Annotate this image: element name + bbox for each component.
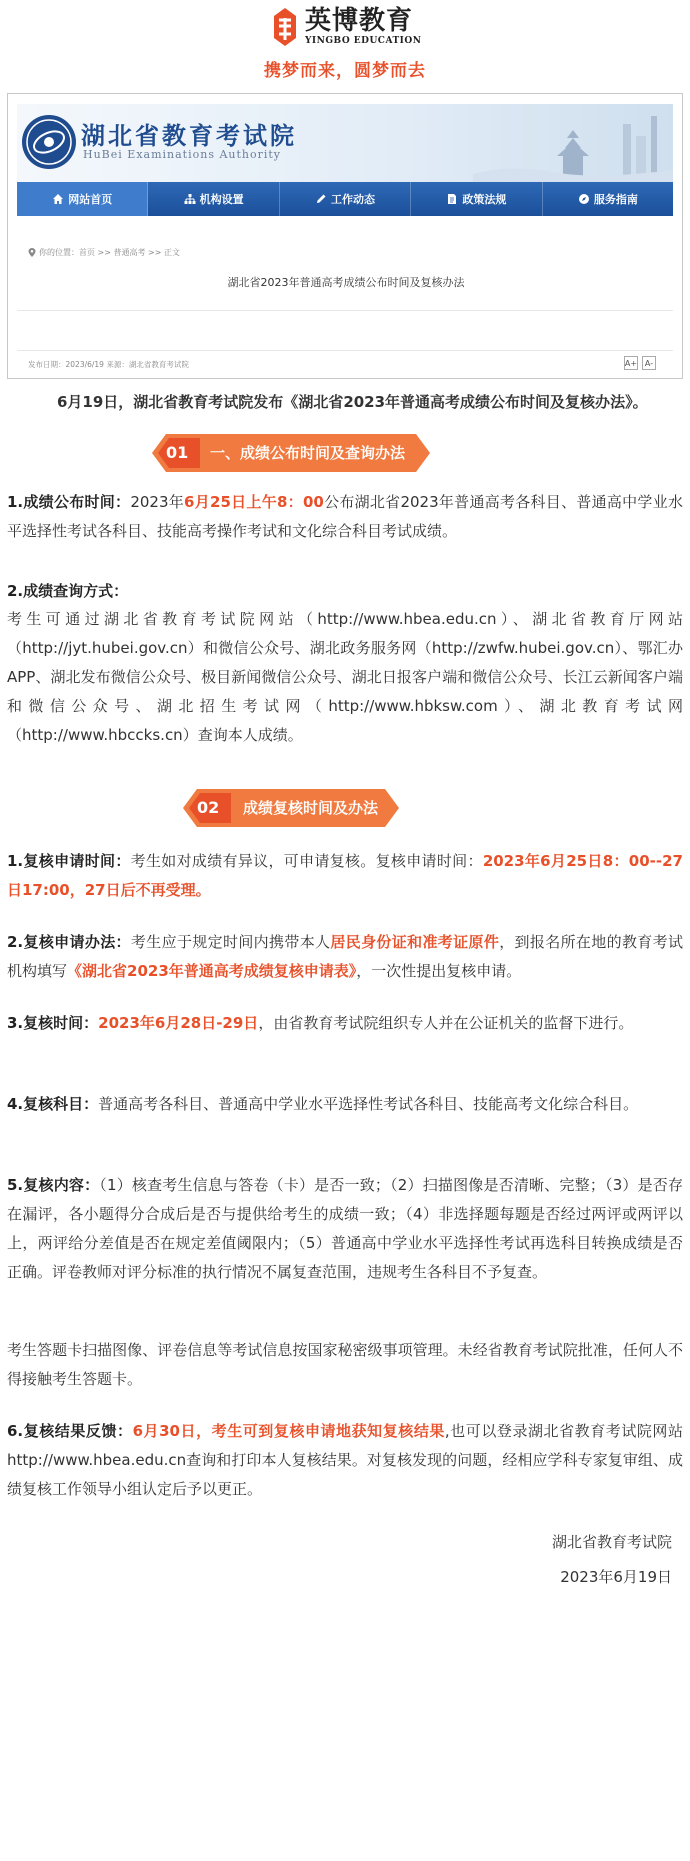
site-name-cn: 湖北省教育考试院 (81, 121, 297, 150)
s1-item-2-title: 2.成绩查询方式： (7, 582, 129, 600)
divider (17, 350, 673, 351)
item-title: 5.复核内容： (7, 1176, 100, 1194)
item-highlight: 2023年6月28日-29日 (98, 1014, 259, 1032)
item-text: 考生如对成绩有异议，可申请复核。复核申请时间： (130, 852, 483, 870)
signature-date: 2023年6月19日 (560, 1568, 672, 1586)
s2-item-1 (7, 847, 683, 905)
s1-item-1 (7, 488, 683, 546)
nav-label: 服务指南 (593, 193, 638, 206)
nav-label: 网站首页 (68, 193, 113, 206)
site-emblem-icon (19, 112, 79, 172)
breadcrumb (28, 247, 180, 258)
brand-header (0, 6, 690, 52)
document-icon (446, 193, 458, 205)
article-title: 湖北省2023年普通高考成绩公布时间及复核办法 (227, 276, 465, 289)
home-icon (52, 193, 64, 205)
item-highlight: 6月30日，考生可到复核申请地获知复核结果 (132, 1422, 445, 1440)
brand-slogan: 携梦而来，圆梦而去 (264, 61, 426, 81)
compass-icon (578, 193, 590, 205)
site-name-en: HuBei Examinations Authority (83, 148, 282, 161)
skyline-illustration-icon (473, 104, 673, 182)
s2-item-3 (7, 1009, 683, 1038)
section-label: 成绩复核时间及办法 (243, 799, 379, 817)
item-text: ,也可以登录湖北省教育考试院网站 http://www.hbea.edu.cn查询和打印本人复核结果。对复核发现的问题，经相应学科专家复审组、成绩复核工作领导小组认定后予以更正。 (7, 1422, 683, 1498)
nav-item-home[interactable] (17, 182, 148, 216)
signature-org: 湖北省教育考试院 (551, 1533, 672, 1551)
s2-item-2 (7, 928, 683, 986)
s2-item-5 (7, 1171, 683, 1287)
pencil-icon (315, 193, 327, 205)
s2-item-6 (7, 1417, 683, 1504)
item-title: 4.复核科目： (7, 1095, 99, 1113)
item-text: （1）核查考生信息与答卷（卡）是否一致；（2）扫描图像是否清晰、完整；（3）是否存在漏评，各小题得分合成后是否与提供给考生的成绩一致；（4）非选择题每题是否经过两评或两评以上，两评给分差值是否在规定差值阈限内；（5）普通高中学业水平选择性考试再选科目转换成绩是否正确。评卷教师对评分标准的执行情况不属复查范围，违规考生各科目不予复查。 (7, 1176, 683, 1281)
nav-item-guide[interactable] (543, 182, 673, 216)
nav-label: 政策法规 (462, 193, 507, 206)
section-number: 02 (197, 798, 220, 817)
item-text: 2023年 (130, 493, 185, 511)
nav-item-policy[interactable] (411, 182, 542, 216)
brand-logo-icon (270, 6, 300, 48)
breadcrumb-text: 你的位置：首页 >> 普通高考 >> 正文 (39, 248, 180, 257)
s2-note: 考生答题卡扫描图像、评卷信息等考试信息按国家秘密级事项管理。未经省教育考试院批准，任何人不得接触考生答题卡。 (7, 1341, 683, 1388)
item-title: 2.复核申请办法： (7, 933, 131, 951)
font-decrease-button[interactable]: A- (642, 356, 656, 370)
intro-paragraph: 6月19日，湖北省教育考试院发布《湖北省2023年普通高考成绩公布时间及复核办法》。 (57, 393, 648, 411)
item-title: 3.复核时间： (7, 1014, 99, 1032)
location-pin-icon (28, 248, 36, 257)
site-banner (17, 104, 673, 182)
item-highlight: 居民身份证和准考证原件 (330, 933, 500, 951)
publish-info: 发布日期：2023/6/19 来源：湖北省教育考试院 (28, 360, 189, 369)
item-text: ，由省教育考试院组织专人并在公证机关的监督下进行。 (258, 1014, 634, 1032)
brand-name-en: YINGBO EDUCATION (305, 36, 422, 46)
font-size-controls (624, 356, 656, 370)
brand-name-cn: 英博教育 (305, 6, 414, 36)
section-banner-2 (183, 789, 399, 827)
nav-item-news[interactable] (280, 182, 411, 216)
font-increase-button[interactable]: A+ (624, 356, 638, 370)
s2-item-4 (7, 1090, 683, 1119)
nav-label: 机构设置 (199, 193, 244, 206)
item-text: ，一次性提出复核申请。 (356, 962, 522, 980)
nav-label: 工作动态 (331, 193, 376, 206)
website-screenshot (7, 93, 683, 379)
s1-item-2-body: 考生可通过湖北省教育考试院网站（http://www.hbea.edu.cn）、湖北省教育厅网站（http://jyt.hubei.gov.cn）和微信公众号、湖北政务服务网（http://zwfw.hubei.gov.cn）、鄂汇办APP、湖北发布微信公众号、极目新闻微信公众号、湖北日报客户端和微信公众号、长江云新闻客户端和微信公众号、湖北招生考试网（http://www.hbksw.com）、湖北教育考试网（http://www.hbccks.cn）查询本人成绩。 (7, 610, 683, 744)
section-number: 01 (166, 443, 189, 462)
site-nav (17, 182, 673, 216)
section-label: 一、成绩公布时间及查询办法 (210, 444, 406, 462)
org-chart-icon (184, 193, 196, 205)
nav-item-org[interactable] (148, 182, 279, 216)
item-text: 公布湖北省2023年普通高考各科目、普通高中学业水平选择性考试各科目、技能高考操作考试和文化综合科目考试成绩。 (7, 493, 683, 540)
item-highlight: 6月25日上午8：00 (184, 493, 324, 511)
item-highlight: 《湖北省2023年普通高考成绩复核申请表》 (67, 962, 357, 980)
item-text: 考生应于规定时间内携带本人 (130, 933, 331, 951)
brand-text (305, 6, 435, 47)
item-title: 6.复核结果反馈： (7, 1422, 133, 1440)
item-title: 1.复核申请时间： (7, 852, 131, 870)
item-title: 1.成绩公布时间： (7, 493, 131, 511)
item-text: 普通高考各科目、普通高中学业水平选择性考试各科目、技能高考文化综合科目。 (98, 1095, 639, 1113)
item-highlight: 2023年6月25日8：00--27日17:00，27日后不再受理。 (7, 852, 683, 899)
divider (17, 310, 673, 311)
item-text: ，到报名所在地的教育考试机构填写 (7, 933, 683, 980)
section-banner-1 (152, 434, 430, 472)
